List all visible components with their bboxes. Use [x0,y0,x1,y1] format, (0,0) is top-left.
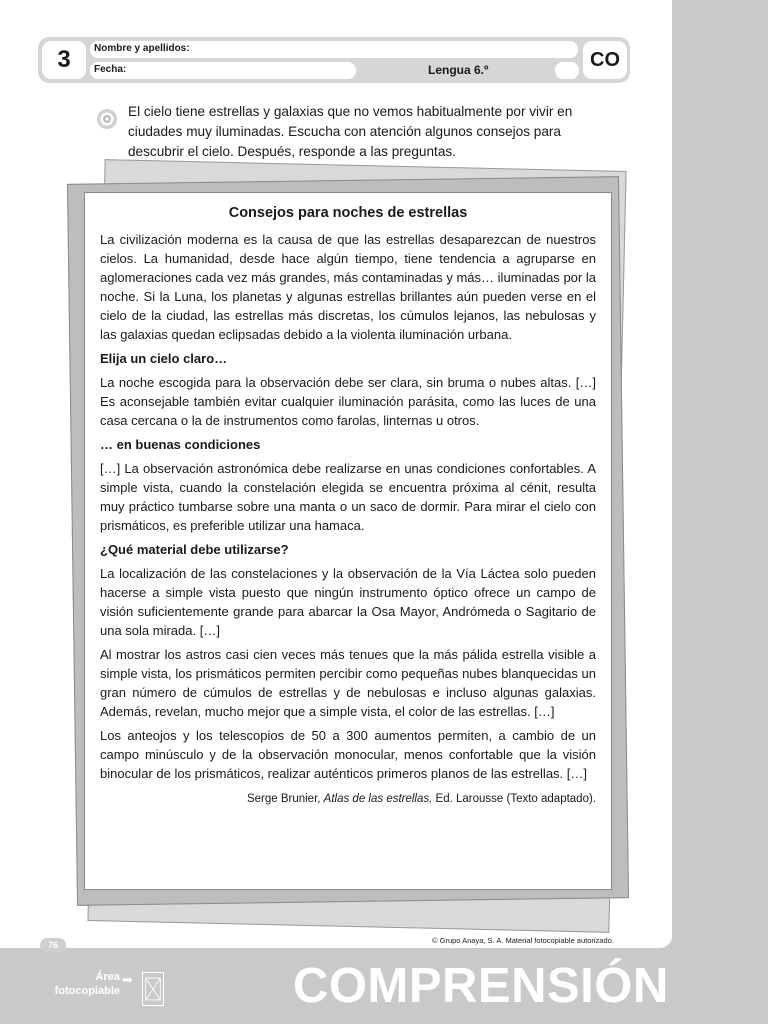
arrow-right-icon: ➡ [122,972,133,987]
photocopy-box-icon [142,972,164,1006]
area-label-line2: fotocopiable [54,985,120,997]
name-field[interactable] [90,41,578,58]
section-code: CO [583,41,627,79]
reading-title: Consejos para noches de estrellas [228,205,468,221]
paragraph-telescopes: Los anteojos y los telescopios de 50 a 300 aumentos permiten, a cambio de un campo minúsculo y de la observación monocular, menos confortable que la visión binocular de los prismáticos, realizar auténticos primeros planos de las estrellas. […] [100,728,596,781]
paragraph-binoculars: Al mostrar los astros casi cien veces más tenues que la más pálida estrella visible a simple vista, los prismáticos permiten percibir como pequeñas nubes blanquecidas un gran número de cúmulos de estrellas y de nebulosas e incluso algunas galaxias. Además, revelan, mucho mejor que a simple vista, el color de las estrellas. […] [100,647,596,719]
name-label: Nombre y apellidos: [94,43,190,54]
area-label-line1: Área [95,971,120,983]
subject-label: Lengua 6.º [428,63,489,77]
photocopiable-area-label [38,970,120,998]
date-label: Fecha: [94,64,127,75]
source-author: Serge Brunier, [246,793,324,805]
subheading-good-conditions: … en buenas condiciones [100,437,261,452]
paragraph-clear-sky: La noche escogida para la observación debe ser clara, sin bruma o nubes altas. […] Es aconsejable también evitar cualquier iluminación parásita, como las luces de una casa cercana o la de instrumentos como farolas, linternas u otros. [100,375,596,428]
paragraph-good-conditions: […] La observación astronómica debe realizarse en unas condiciones confortables. A simple vista, cuando la constelación elegida se encuentra próxima al cénit, resulta muy práctico tumbarse sobre una manta o un saco de dormir. Para mirar el cielo con prismáticos, es preferible utilizar una hamaca. [100,461,596,533]
audio-icon [96,108,118,130]
section-title: COMPRENSIÓN [293,959,669,1013]
extra-field[interactable] [555,62,579,79]
source-book: Atlas de las estrellas, [323,793,433,805]
subheading-material: ¿Qué material debe utilizarse? [100,542,289,557]
paragraph-naked-eye: La localización de las constelaciones y la observación de la Vía Láctea solo pueden hacerse a simple vista puesto que ningún instrumento óptico ofrece un campo de visión suficientemente grande para abarcar la Osa Mayor, Andrómeda o Sagitario de una sola mirada. […] [100,566,596,638]
subheading-clear-sky: Elija un cielo claro… [100,351,228,366]
source-publisher: Ed. Larousse (Texto adaptado). [432,793,596,805]
unit-number: 3 [42,41,86,79]
source-citation [100,793,596,805]
page-number: 76 [40,938,66,952]
copyright-notice: © Grupo Anaya, S. A. Material fotocopiable autorizado. [432,936,614,945]
reading-card [84,192,612,890]
date-field[interactable] [90,62,356,79]
intro-text: El cielo tiene estrellas y galaxias que no vemos habitualmente por vivir en ciudades muy iluminadas. Escucha con atención algunos consejos para descubrir el cielo. Después, responde a las preguntas. [128,104,573,159]
paragraph-intro: La civilización moderna es la causa de que las estrellas desaparezcan de nuestros cielos. La humanidad, desde hace algún tiempo, tiene tendencia a agruparse en aglomeraciones cada vez más grandes, más contaminadas y más… iluminadas por la noche. Si la Luna, los planetas y algunas estrellas brillantes aún pueden verse en el cielo de la ciudad, las estrellas más discretas, los cúmulos lejanos, las nebulosas y las galaxias quedan eclipsadas debido a la violenta iluminación urbana. [100,232,596,342]
